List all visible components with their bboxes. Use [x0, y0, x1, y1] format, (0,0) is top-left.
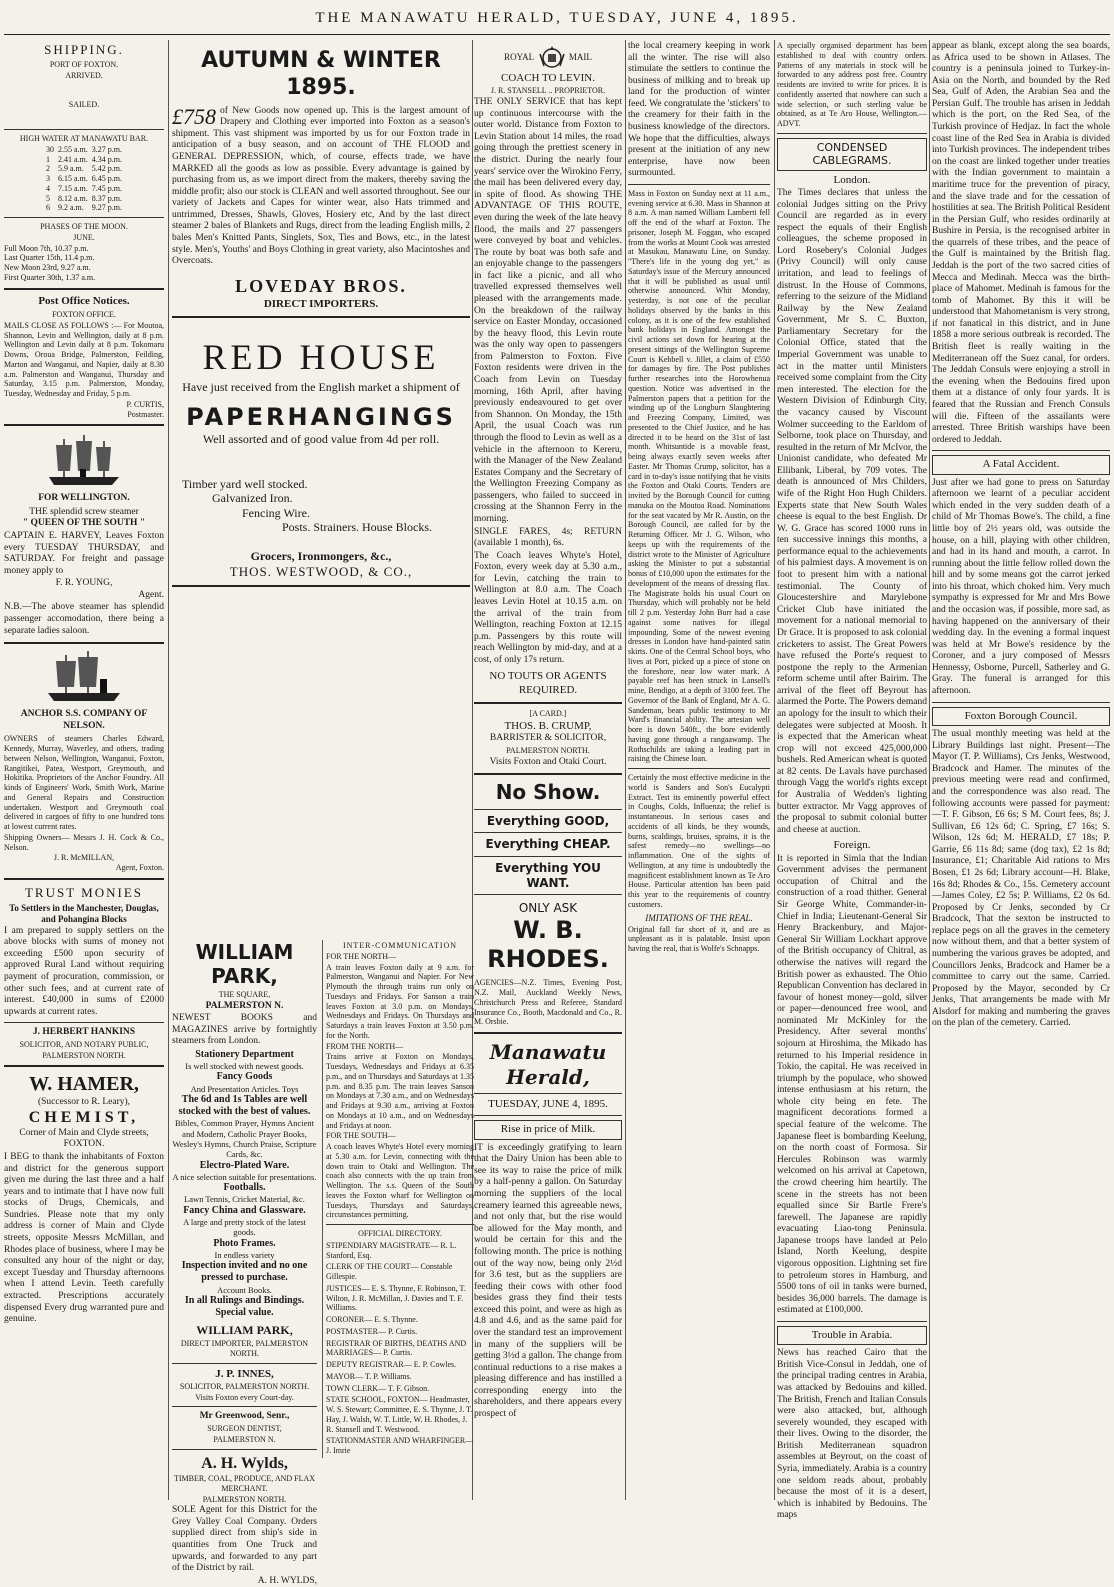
- tide-row: [44, 194, 124, 204]
- sailed-label: SAILED.: [68, 100, 100, 110]
- everything-cheap: Everything CHEAP.: [485, 837, 611, 852]
- official-directory-heading: OFFICIAL DIRECTORY.: [358, 1229, 442, 1238]
- tide-cell: 6.45 p.m.: [91, 174, 122, 184]
- wellington-agent-role: Agent.: [138, 589, 164, 600]
- william-park-text: NEWEST BOOKS and MAGAZINES arrive by fortnightly steamers from London.: [172, 1013, 317, 1047]
- tide-row: [44, 145, 124, 155]
- greenwood-sub: SURGEON DENTIST,: [207, 1424, 282, 1434]
- hankins-town: PALMERSTON NORTH.: [42, 1050, 126, 1060]
- crump-visit: Visits Foxton and Otaki Court.: [489, 756, 607, 767]
- steamer-ship-icon: [44, 431, 124, 489]
- tide-cell: 2: [45, 164, 50, 174]
- moon-phase: First Quarter 30th, 1.37 a.m.: [4, 272, 96, 282]
- official-directory-item: CLERK OF THE COURT— Constable Gillespie.: [326, 1262, 453, 1281]
- william-park-item: Stationery Department: [195, 1048, 294, 1060]
- wylds-sign: A. H. WYLDS,: [257, 1575, 317, 1586]
- william-park-item: Fancy China and Glassware.: [183, 1204, 306, 1216]
- milk-text: IT is exceedingly gratifying to learn that the Dairy Union has been able to see its way to raise the price of milk by a half-penny a gallon. On Saturday morning the suppliers of the local creamery learned this agreeable news, and not only that, but the rise would be allowed for the May month, and would be certain for this and the following month. The price is nothing out of the way now, being only 2½d for 3.6 test, but as the suppliers are feeding their cows with other food besides grass they find their tests exceed this point, and were as high as 4.8 and 4.6, and as the same paid for over the standard test an improvement in many of the suppliers will be getting 3½d a gallon. The change from continual reductions to a rise makes a pleasing difference and has instilled a corresponding energy into the shareholders, and there appears every prospect of: [474, 1142, 622, 1420]
- from-north-label: FROM THE NORTH—: [326, 1041, 404, 1051]
- coach-proprietor: J. R. STANSELL .. PROPRIETOR.: [490, 86, 606, 96]
- official-directory-list: [326, 1241, 474, 1456]
- anchor-agent: J. R. McMILLAN,: [53, 853, 115, 863]
- tide-row: [44, 203, 124, 213]
- anchor-company-text: OWNERS of steamers Charles Edward, Kennedy, Murray, Waverley, and others, trading between Nelson, Wellington, Wanganui, Foxton, Rangitikei, Patea, Westport, Greymouth, and Hokitika. Proprietors of the Anchor Foundry. All kinds of Engineers' Work, Smith Work, Marine and General Repairs and Construction undertaken. Westport and Greymouth coal delivered in cargoes of fifty to one hundred tons at lowest current rates.: [4, 734, 164, 832]
- creamery-text: the local creamery keeping in work all the winter. The rise will also stimulate the settlers to continue the business of milking and to break up land for the production of winter feed. We congratulate the 'stickers' to the creamery for their faith in the business knowledge of the directors. We hope that the difficulties, always present at the initiation of any new enterprise, have now been surmounted.: [628, 41, 770, 179]
- wylds-name: A. H. Wylds,: [201, 1454, 288, 1472]
- trust-monies-heading: TRUST MONIES: [24, 884, 144, 900]
- council-heading: Foxton Borough Council.: [932, 707, 1110, 726]
- tide-row: [44, 155, 124, 165]
- autumn-amount: £758: [172, 103, 216, 129]
- column-2: [172, 40, 474, 1586]
- tide-cell: 5.42 p.m.: [91, 164, 122, 174]
- innes-name: J. P. INNES,: [215, 1367, 274, 1380]
- paperhangings-heading: PAPERHANGINGS: [186, 402, 456, 431]
- coach-text: THE ONLY SERVICE that has kept up continuous intercourse with the outer world. Distance from Foxton to Levin Station about 14 miles, the road going through the prettiest scenery in the district. During the nearly four years' service over the Wirokino Ferry, the mail has been delivered every day, in spite of flood. As showing THE ADVANTAGE OF THIS ROUTE, even during the week of the late heavy flood, the mails and 27 passengers were conveyed by boat and vehicles. The route by boat was both safe and an enjoyable change to the passengers in fact like a picnic, and all who travelled expressed themselves well pleased with the arrangements made. On the breakdown of the railway service on Easter Monday, occasioned by the heavy flood, this Levin route was the only way open to passengers from Palmerston to Foxton. Five Foxton residents were driven in the Coach from Levin on Tuesday morning, 16th April, after having previously endeavoured to get over from Shannon. On Monday, the 15th April, the usual Coach was run through the flood to Levin as well as a vehicle in the afternoon to Kereru, with the Manager of the New Zealand Estates Company and the Secretary of the Wellington Freezing Company as passengers, who failed to succeed in crossing at the Shannon Ferry in the morning.: [474, 97, 622, 524]
- for-south-label: FOR THE SOUTH—: [326, 1131, 396, 1141]
- column-3: [474, 40, 622, 1500]
- tide-cell: 9.27 p.m.: [91, 203, 122, 213]
- innes-visit: Visits Foxton every Court-day.: [195, 1392, 294, 1402]
- official-directory-item: MAYOR— T. P. Williams.: [326, 1371, 412, 1381]
- loveday-name: LOVEDAY BROS.: [235, 275, 407, 296]
- chemist-address: Corner of Main and Clyde streets, FOXTON.: [19, 1127, 149, 1150]
- herald-date: TUESDAY, JUNE 4, 1895.: [488, 1097, 608, 1110]
- from-north-text: Trains arrive at Foxton on Mondays, Tuesdays, Wednesdays and Fridays at 6.35 p.m., and on Thursdays and Saturdays at 1.35 p.m. and 8.35 p.m. The train leaves Sanson on Mondays at 7.30 a.m., and on Wednesdays and Fridays at 9.30 a.m., arriving at Foxton on Mondays at 10 a.m., and on Wednesdays and Fridays at noon.: [326, 1052, 474, 1130]
- crump-name: THOS. B. CRUMP,: [504, 720, 592, 733]
- tide-cell: 8.37 p.m.: [91, 193, 122, 203]
- trust-monies-text: I am prepared to supply settlers on the above blocks with sums of money not exceeding £500 upon security of approved Rural Land without requiring payment of procuration, commission, or other such fees, and at current rate of interest. £40,000 in sums of £2000 upwards at current rates.: [4, 925, 164, 1017]
- for-north-text: A train leaves Foxton daily at 9 a.m. for Palmerston, Wanganui and Napier. For New Plymouth the through trains run only on Tuesdays and Fridays. For Sanson a train leaves Foxton at 3.0 p.m. on Mondays, Wednesdays and Fridays. On Thursdays and Saturdays a train leaves Foxton at 3.50 p.m. for the North.: [326, 962, 474, 1040]
- wylds-text: SOLE Agent for this District for the Grey Valley Coal Company. Orders supplied direct from ship's side in quantities from One Truck and upwards, and forwarded to any part of the District by rail.: [172, 1505, 317, 1574]
- london-heading: London.: [833, 173, 871, 186]
- post-office-heading: Post Office Notices.: [38, 294, 130, 307]
- london-text: The Times declares that unless the colonial Judges sitting on the Privy Council are regarded as in every respect the equals of their English colleagues, the scheme proposed in Lord Rosebery's Colonial Judges (Privy Council) will only cause irritation, and lead to feelings of distrust. In the House of Commons, referring to the seizure of the Midland Railway by the New Zealand Government, Mr S. C. Buxton, Parliamentary Secretary for the Colonial Office, stated that the Imperial Government was unable to act in the matter until Ministers received some complaint from the City men interested. The election for the Western Division of Edinburgh City, the vacancy caused by Viscount Wolmer succeeding to the Earldom of Selborne, took place on Thursday, and resulted in the return of Mr McIvor, the Unionist candidate, who defeated Mr Ellibank, Liberal, by 709 votes. The death is announced of Mrs Childers, wife of the Right Hon Hugh Childers. Experts state that New South Wales cheese is equal to the best English. Dr W. G. Grace has scored 1000 runs in ten successive innings this months, a performance equal to the achievements of his palmiest days. A movement is on foot to present him with a national testimonial. The County of Gloucestershire and Marylebone Cricket Club have initiated the movement for a national memorial to Dr Grace. It is proposed to ask colonial cricketers to assist. The Great Powers have refused the Porte's request to postpone the reply to the Armenian reform scheme until after Bairim. The arrival of the fleet off Beyrout has alarmed the Porte. The Powers demand an apology for the insult to which their delegates were subjected at Moosh. It is expected that the American wheat crop will not exceed 425,000,000 bushels. Red American wheat is quoted at 82 cents. De Lavals have purchased through Vagg the world's rights except for Australia of Wedden's lighting butter extractor. Mr Vagg approves of the proposal to submit colonial butter and cheese at auction.: [777, 187, 927, 835]
- william-park-item: Account Books.: [217, 1284, 272, 1295]
- red-house-text: Have just received from the English market a shipment of: [182, 380, 460, 395]
- william-park-item: Is well stocked with newest goods.: [185, 1061, 304, 1072]
- coach-text-2: The Coach leaves Whyte's Hotel, Foxton, every week day at 5.30 a.m., for Levin, catching the train to Wellington at 8.0 a.m. The Coach leaves Levin Hotel at 10.15 a.m. on the arrival of the train from Wellington, reaching Foxton at 12.15 p.m. Passengers by this route will reach Wellington by mid-day, and at a cost, of only 17s return.: [474, 550, 622, 665]
- accident-text: Just after we had gone to press on Saturday afternoon we learnt of a peculiar accident which ended in the very sudden death of a child of Mr Thomas Bowe's. The child, a fine little boy of 2½ years old, was outside the house, on a hill, playing with other children, and had in its hand and mouth, a carrot. In running about the little fellow rolled down the hill and by some means got the carrot jerked into his throat, which choked him. Very much sympathy is expressed for Mr and Mrs Bowe and the occasion was, if possible, more sad, as having happened on the anniversary of their wedding day. In the evening a formal inquest was held at Mr Bowe's residence by the Coroner, and a jury composed of Messrs Hennessy, Osborne, Purcell, Satherley and G. Gray. The funeral is arranged for this afternoon.: [932, 477, 1110, 697]
- herald-title: Manawatu Herald,: [489, 1040, 607, 1089]
- masthead: THE MANAWATU HERALD, TUESDAY, JUNE 4, 1895.: [315, 10, 799, 26]
- tide-cell: 3: [45, 174, 50, 184]
- tide-cell: 7.15 a.m.: [57, 183, 88, 193]
- foreign-heading: Foreign.: [833, 839, 871, 852]
- local-news-text: Mass in Foxton on Sunday next at 11 a.m., evening service at 6.30. Mass in Shannon at 8 a.m. A man named William Lamberti fell off the end of the wharf at Foxton. The prisoner, Joseph M. Foggan, who escaped from the works at Mount Cook was arrested at Masukau, Manawatu Line, on Sunday. "There's life in the young dog yet," as Saturday's issue of the Mercury announced that it will be published as usual until otherwise announced. Whit Monday, yesterday, is not one of the peculiar holidays observed by the banks in this colony, as it is one of the few established bank holidays in England. Amongst the civil actions set down for hearing at the present sittings of the Wellington Supreme Court is Kebbell v. Jillet, a claim of £550 for damages by fire. The Post publishes further researches into the Horowhenua question. Notice was advertised in the Palmerston papers that a petition for the winding up of the Longburn Slaughtering and Freezing Company, Limited, was presented to the Chief Justice, and he has directed it to be heard on the 31st of last month. Whitsuntide is a movable feast, being always exactly seven weeks after Easter. Mr Thomas Crump, solicitor, has a card in to-day's issue notifying that he visits the Foxton and Otaki Courts. Tenders are invited by the Borough Council for cutting manuka on the Moutoa Road. Nominations for the seat vacated by Mr R. Austin, on the Borough Council, are called for by the Returning Officer. Mr J. G. Wilson, who keeps up with the requirements of the district wrote to the Minister of Agriculture asking the Minister to put a substantial bonus of £10,000 upon the estimates for the development of the means of dressing flax. The Magistrate holds his usual Court on Thursday, which will probably not be held till 2 p.m. Yesterday John Burr had a case against some natives for illegal impounding. Some of the newest evening dresses in London have hand-painted satin skirts. One of the Central School boys, who lives at Port, picked up a piece of stone on the foreshore, near low water mark. A payable reef has been struck in Lansell's mine, Bendigo, at a depth of 3100 feet. The Governor of the Bank of England, Mr A. G. Sandeman, bears public testimony to Mr Ward's financial ability. The artesian well bore is down 540ft., the bore evidently having gone through a rangaawamp. The Rothschilds are taking a leading part in raising the Chinese loan.: [628, 188, 770, 764]
- anchor-ship-icon: [44, 649, 124, 705]
- william-park-item: A large and pretty stock of the latest goods.: [183, 1217, 306, 1238]
- tide-cell: 2.41 a.m.: [57, 154, 88, 164]
- william-park-list: [172, 1049, 317, 1320]
- william-park-item: Electro-Plated Ware.: [199, 1159, 290, 1171]
- william-park-town: PALMERSTON N.: [205, 1000, 284, 1011]
- cablegrams-heading: CONDENSED CABLEGRAMS.: [777, 138, 927, 171]
- crump-town: PALMERSTON NORTH.: [506, 746, 590, 756]
- official-directory-item: STATIONMASTER AND WHARFINGER— J. Imrie: [326, 1436, 474, 1455]
- official-directory-item: JUSTICES— E. S. Thynne, F. Robinson, T. Wilton, J. R. McMillan, J. Davies and T. F. Williams.: [326, 1283, 466, 1313]
- official-directory-item: REGISTRAR OF BIRTHS, DEATHS AND MARRIAGES— P. Curtis.: [326, 1338, 467, 1358]
- wylds-town: PALMERSTON NORTH.: [202, 1494, 287, 1504]
- touts-line: NO TOUTS OR AGENTS REQUIRED.: [489, 670, 607, 696]
- william-park-sign-sub: DIRECT IMPORTER, PALMERSTON NORTH.: [180, 1339, 309, 1358]
- tide-cell: 6: [45, 203, 50, 213]
- column-5: [777, 40, 927, 1521]
- inter-communication-heading: INTER-COMMUNICATION: [342, 941, 458, 950]
- william-park-item: Inspection invited and no one pressed to purchase.: [181, 1260, 308, 1284]
- william-park-item: Photo Frames.: [213, 1237, 276, 1249]
- tide-cell: 2.55 a.m.: [57, 144, 88, 154]
- tide-cell: 4: [45, 183, 50, 193]
- official-directory-item: DEPUTY REGISTRAR— E. P. Cowles.: [326, 1360, 457, 1369]
- tide-cell: 8.12 a.m.: [57, 193, 88, 203]
- coach-heading: COACH TO LEVIN.: [500, 72, 595, 84]
- no-show-heading: No Show.: [495, 780, 601, 805]
- posts-line: Posts. Strainers. House Blocks.: [282, 520, 432, 535]
- column-rule: [774, 40, 775, 1500]
- autumn-text: of New Goods now opened up. This is the largest amount of Drapery and Clothing ever imported into Foxton as a season's shipment. This vast shipment was imported by us for our Foxton trade in anticipation of a busy season, and on account of THE FLOOD and GENERAL DEPRESSION, which, of course, effects trade, we have MARKED all the goods as low as possible. Every advantage is gained by purchasing from us, as we import direct from the makers, thereby saving the middle profit; also our stock is CLEAN and well assorted throughout. See our variety of Jackets and Capes for winter wear, also Hats trimmed and untrimmed, Dresses, Shawls, Gloves, Hosiery etc, And by the last direct steamer 2 bales of Blankets and Rugs, direct from the leading English mills, 2 bales Men's Knitted Pants, Singlets, Sox, Ties and Bows, etc., in the latest style. Men's, Youths' and Boys Clothing in great variety, also Macintoshes and Overcoats.: [172, 105, 470, 267]
- official-directory-item: TOWN CLERK— T. F. Gibson.: [326, 1383, 430, 1393]
- column-4: [628, 40, 770, 1500]
- mail-label: MAIL: [568, 52, 592, 63]
- arabia-heading: Trouble in Arabia.: [777, 1326, 927, 1345]
- timber-line: Timber yard well stocked.: [182, 476, 308, 491]
- moon-month: JUNE.: [73, 232, 95, 242]
- official-directory-item: STATE SCHOOL, FOXTON— Headmaster, W. S. Stewart; Committee, E. S. Thynne, J. T. Hay, J. Walsh, W. T. Little, W. H. Rhodes, J. R. Stansell and T. Westwood.: [326, 1395, 473, 1434]
- port-label: PORT OF FOXTON.: [49, 59, 119, 69]
- moon-heading: PHASES OF THE MOON.: [40, 222, 128, 232]
- moon-phase: Full Moon 7th, 10.37 p.m.: [4, 243, 89, 253]
- imitations-heading: IMITATIONS OF THE REAL.: [645, 912, 753, 923]
- post-office-text: MAILS CLOSE AS FOLLOWS :— For Moutoa, Shannon, Levin and Wellington, daily at 8 p.m. Wellington and Levin daily at 8 p.m. Tokomaru Downs, Oroua Bridge, Palmerston, Feilding, Marton and Wanganui, and Napier, daily at 8.30 a.m. Palmerston and Wanganui, Thursday and Saturday, 3.15 p.m. Palmerston, Monday, Tuesday, Wednesday and Friday, 5 p.m.: [4, 320, 164, 399]
- imitations-text: Original fall far short of it, and are as unpleasant as it is palatable. Insist upon having the real, that is Wolfe's Schnapps.: [628, 924, 770, 954]
- william-park-item: A nice selection suitable for presentations.: [172, 1171, 317, 1182]
- william-park-item: The 6d and 1s Tables are well stocked with the best of values.: [178, 1093, 311, 1118]
- tide-cell: 30: [45, 144, 54, 154]
- moon-list: [4, 244, 164, 283]
- anchor-owners: Shipping Owners— Messrs J. H. Cock & Co., Nelson.: [4, 832, 164, 852]
- moon-phase: Last Quarter 15th, 11.4 p.m.: [4, 253, 95, 263]
- william-park-sign: WILLIAM PARK,: [196, 1323, 293, 1338]
- hamer-sub: (Successor to R. Leary),: [37, 1096, 131, 1107]
- galv-line: Galvanized Iron.: [212, 491, 293, 506]
- william-park-heading: WILLIAM PARK,: [195, 940, 294, 989]
- post-office-sub: FOXTON OFFICE.: [52, 310, 116, 320]
- tide-row: [44, 184, 124, 194]
- masthead-rule: [4, 34, 1110, 35]
- column-rule: [929, 40, 930, 1500]
- tide-cell: 5: [45, 193, 50, 203]
- council-text: The usual monthly meeting was held at the Library Buildings last night. Present—The Mayor (T. P. Williams), Crs Jenks, Westwood, Bradcock and Hamer. The minutes of the previous meeting were read and confirmed, and the correspondence was also read. The following accounts were passed for payment:—T. F. Gibson, £6 6s; S M. Court fees, 8s; J. Sullivan, £6 12s 6d; C. Spring, £7 16s; S. Wilson, 12s 6d; M. HERALD, £7 18s; P. Garrie, £6 11s 8d; same (dog tax), £2 1s 8d; Insurance, £1; Charitable Aid rations to Mrs Bosen, £1 2s 6d; Library account—H. Blake, 16s 8d; Rhodes & Co., 15s. Cemetery account—James Coley, £2 5s; P. Williams, £2 0s 6d. Proposed by Cr Jenks, seconded by Cr Bradcock, That the sexton be instructed to replace pegs on all the graves in the cemetery now without them, and that a better system of numbering the various graves be adopted, and Councillors Jenks, Bradcock and Hamer be a committee to carry out the same. Carried. Proposed by the Mayor, seconded by Cr Jenks, That arrangements be made with Mr Alsdorf for making and numbering the graves on the plan of the cemetery. Carried.: [932, 729, 1110, 1029]
- milk-heading: Rise in price of Milk.: [474, 1120, 622, 1139]
- column-6: [932, 40, 1110, 1500]
- tide-cell: 7.45 p.m.: [91, 183, 122, 193]
- arabia-text: News has reached Cairo that the British Vice-Consul in Jeddah, one of the principal trading centres in Arabia, was attacked by Bedouins and killed. The British, French and Italian Consuls were also attacked, but, although severely wounded, they escaped with their lives. Owing to the disorder, the British Mediterranean squadron assembles at Beyrout, on the coast of Syria, immediately. Arabia is a country one seldom reads about, probably because the most of it is a desert, which is inhabited by Bedouins. The maps: [777, 1348, 927, 1521]
- for-south-text: A coach leaves Whyte's Hotel every morning at 5.30 a.m. for Levin, connecting with the down train to Otaki and Wellington. The coach also connects with the up train from Wellington. The s.s. Queen of the South leaves the Foxton wharf for Wellington on Tuesdays, Thursdays and Saturdays, circumstances permitting.: [326, 1142, 474, 1220]
- william-park-item: In all Rulings and Bindings. Special value.: [184, 1295, 305, 1319]
- royal-crest-icon: [537, 44, 567, 72]
- accident-heading: A Fatal Accident.: [932, 455, 1110, 474]
- grocers-line: Grocers, Ironmongers, &c.,: [250, 549, 392, 564]
- loveday-sub: DIRECT IMPORTERS.: [263, 297, 379, 310]
- arrived-label: ARRIVED.: [65, 70, 103, 80]
- red-house-heading: RED HOUSE: [202, 337, 440, 378]
- william-park-item: In endless variety: [214, 1249, 275, 1260]
- anchor-company-heading: ANCHOR S.S. COMPANY OF NELSON.: [20, 709, 148, 731]
- everything-good: Everything GOOD,: [486, 813, 610, 828]
- crump-sub: BARRISTER & SOLICITOR,: [489, 733, 607, 744]
- wellington-heading: FOR WELLINGTON.: [38, 493, 130, 504]
- trust-monies-sub: To Settlers in the Manchester, Douglas, and Pohangina Blocks: [9, 902, 159, 924]
- official-directory-item: CORONER— E. S. Thynne.: [326, 1315, 418, 1324]
- postmaster-role: Postmaster.: [127, 409, 164, 419]
- official-directory-item: STIPENDIARY MAGISTRATE— R. L. Stanford, Esq.: [326, 1240, 457, 1260]
- hankins-name: J. HERBERT HANKINS: [32, 1027, 136, 1038]
- hankins-sub: SOLICITOR, AND NOTARY PUBLIC,: [19, 1039, 149, 1049]
- postmaster-name: P. CURTIS,: [126, 399, 164, 409]
- only-ask: ONLY ASK: [518, 901, 578, 916]
- william-park-square: THE SQUARE,: [218, 989, 271, 999]
- rhodes-agencies: AGENCIES—N.Z. Times, Evening Post, N.Z. Mail, Auckland Weekly News, Christchurch Press and Referee, Standard Insurance Co., Booth, Macdonald and Co., R. M. Orsbie.: [474, 978, 622, 1027]
- autumn-heading: AUTUMN & WINTER 1895.: [201, 48, 441, 100]
- foreign-text: It is reported in Simla that the Indian Government advises the permanent occupation of Chitral and the construction of a road thither. General Sir George White, Commander-in-Chief in India; Lieutenant-General Sir Henry Brackenbury, and Major-General Sir William Lockhart approve of the British occupancy of Chitral, as otherwise the natives will regard the British power as exhausted. The Ohio Republican Convention has declared in favour of honest money—gold, silver or paper—denounced free wool, and nominated Mr McKinley for the Presidency. After several months' sojourn at Hiroshima, the Mikado has returned to his Imperial residence in Tokio, the capital. He was received in triumph by the populace, who showed intense enthusiasm at his return, the whole city being en fete. The magnificent decorations formed a special feature of the welcome. The Japanese fleet is bombarding Keelung, on the north coast of Formosa. Sir Hercules Robinson was warmly welcomed on his arrival at Capetown, the crowd cheering him heartily. The scene in the streets has not been equalled since Sir Bartle Frere's farewell. The Japanese are rapidly evacuating Liao-tong Peninsula. Japanese troops have landed at Pelo Island, North Keelung, despite vigorous opposition. Lightning set fire to petroleum stores in Hamburg, and 5500 tons of oil in tanks were burned, besides 36,000 barrels. The damage is estimated at £100,000.: [777, 853, 927, 1316]
- william-park-item: Fancy Goods: [216, 1071, 273, 1083]
- greenwood-name: Mr Greenwood, Senr.,: [199, 1411, 290, 1422]
- wellington-text: CAPTAIN E. HARVEY, Leaves Foxton every TUESDAY THURSDAY, and SATURDAY. For freight and passage money apply to: [4, 531, 164, 576]
- wellington-ship-name: " QUEEN OF THE SOUTH ": [22, 518, 146, 529]
- william-park-item: Lawn Tennis, Cricket Material, &c.: [184, 1194, 305, 1205]
- fence-line: Fencing Wire.: [242, 505, 310, 520]
- westwood-name: THOS. WESTWOOD, & CO.,: [229, 563, 413, 579]
- wellington-nb: N.B.—The above steamer has splendid passenger accomodation, there being a separate ladies saloon.: [4, 602, 164, 636]
- paperhangings-sub: Well assorted and of good value from 4d per roll.: [202, 431, 440, 446]
- te-aro-text: A specially organised department has been established to deal with country orders. Patterns of any materials in stock will be forwarded to any address post free. Country residents are invited to write for prices. It is confidently asserted that nowhere can such a wide selection, or such sterling value be obtained, as at Te Aro House, Wellington.—ADVT.: [777, 41, 927, 128]
- coach-fares: SINGLE FARES, 4s; RETURN (available 1 month), 6s.: [474, 526, 622, 549]
- tide-cell: 3.27 p.m.: [91, 144, 122, 154]
- rhodes-name: W. B. RHODES.: [487, 915, 609, 974]
- wylds-sub: TIMBER, COAL, PRODUCE, AND FLAX MERCHANT.: [173, 1474, 316, 1493]
- column-rule: [625, 40, 626, 1500]
- wellington-sub: THE splendid screw steamer: [29, 506, 139, 517]
- tide-row: [44, 174, 124, 184]
- wellington-agent: F. R. YOUNG,: [55, 578, 113, 589]
- tide-cell: 9.2 a.m.: [57, 203, 84, 213]
- tide-heading: HIGH WATER AT MANAWATU BAR.: [19, 134, 149, 144]
- column-1: [4, 40, 164, 1500]
- chemist-heading: CHEMIST,: [28, 1109, 140, 1127]
- official-directory-item: POSTMASTER— P. Curtis.: [326, 1326, 418, 1336]
- moon-phase: New Moon 23rd, 9.27 a.m.: [4, 263, 91, 273]
- card-label: [A CARD.]: [529, 709, 567, 719]
- shipping-heading: SHIPPING.: [44, 42, 124, 57]
- william-park-item: Bibles, Common Prayer, Hymns Ancient and Modern, Catholic Prayer Books, Wesley's Hymns, Church Praise, Scripture Cards, &c.: [172, 1118, 317, 1160]
- royal-label: ROYAL: [504, 52, 535, 63]
- tide-cell: 5.9 a.m.: [57, 164, 84, 174]
- innes-sub: SOLICITOR, PALMERSTON NORTH.: [179, 1381, 310, 1391]
- everything-you-want: Everything YOU WANT.: [495, 861, 601, 890]
- arabia-text-cont: appear as blank, except along the sea boards, as Africa used to be shown in Atlases. The country is a peninsula joined to Turkey-in-Asia on the North, and bounded by the Red Sea, Gulf of Aden, the Arabian Sea and the Persian Gulf. The trouble has arisen in Jeddah which is the port, on the Red Sea, of the Turkish province of Hedjaz. In fact the whole coast line of the Red Sea in Arabia is divided into Turkish provinces. The independent tribes on the coast are linked together under treaties with the Indian government to maintain a maritime truce for the prevention of piracy, and the slave trade and for the cessation of hostilities at sea. The British Political Resident in the Persian Gulf, who resides ordinarily at Bushire in Persia, is the recognised arbiter in the quarrels of these tribes, and the peace of the Gulf is maintained by the British flag. Jeddah is the port of the two sacred cities of Mecca and Medinah. Mecca was the birth-place of Mahomet. Medinah is famous for the tomb of Mahomet. By this it will be understood that Mahometanism is very strong, if not fanatical in this district, and in June 1858 a more serious outbreak is recorded. The British fleet is really waiting in the Mediterranean off the Suez canal, for orders. The Jeddah Consuls were enjoying a stroll in the evening when the Bedouins fired upon them at a distance of only four yards. It is feared that the Russian and French Consuls will die. Fifteen of the assailants were arrested. Three British warships have been ordered to Jeddah.: [932, 41, 1110, 445]
- tide-row: [44, 164, 124, 174]
- william-park-item: And Presentation Articles. Toys: [190, 1083, 299, 1094]
- greenwood-town: PALMERSTON N.: [213, 1434, 276, 1444]
- william-park-item: Footballs.: [223, 1182, 266, 1194]
- advert-text: Certainly the most effective medicine in the world is Sanders and Son's Eucalypti Extract. Test its eminently powerful effect in Coughs, Colds, Influenza; the relief is instantaneous. In serious cases and accidents of all kinds, be they wounds, burns, scaldings, bruises, sprains, it is the safest remedy—no swellings—no inflammation. One of the sights of Wellington, at any time is undoubtedly the magnificent establishment known as Te Aro House. Particular attention has been paid this year to the requirements of country customers.: [628, 773, 770, 909]
- tide-table: [44, 145, 124, 213]
- anchor-agent-role: Agent, Foxton.: [115, 863, 164, 873]
- tide-cell: 6.15 a.m.: [57, 174, 88, 184]
- column-rule: [168, 40, 169, 1500]
- chemist-text: I BEG to thank the inhabitants of Foxton and district for the generous support given me during the last three and a half years and to intimate that I have now full stocks of Drugs, Chemicals, and Sundries. Please note that my only address is corner of Main and Clyde streets, opposite Messrs McMillan, and Rhodes place of business, where I may be consulted any hour of the night or day, except Tuesday and Thursday afternoons when I attend Levin. Teeth carefully extracted. Prescriptions accurately dispensed Every drug warranted pure and genuine.: [4, 1152, 164, 1325]
- tide-cell: 4.34 p.m.: [91, 154, 122, 164]
- hamer-name: W. HAMER,: [29, 1073, 139, 1096]
- for-north-label: FOR THE NORTH—: [326, 951, 397, 961]
- tide-cell: 1: [45, 154, 50, 164]
